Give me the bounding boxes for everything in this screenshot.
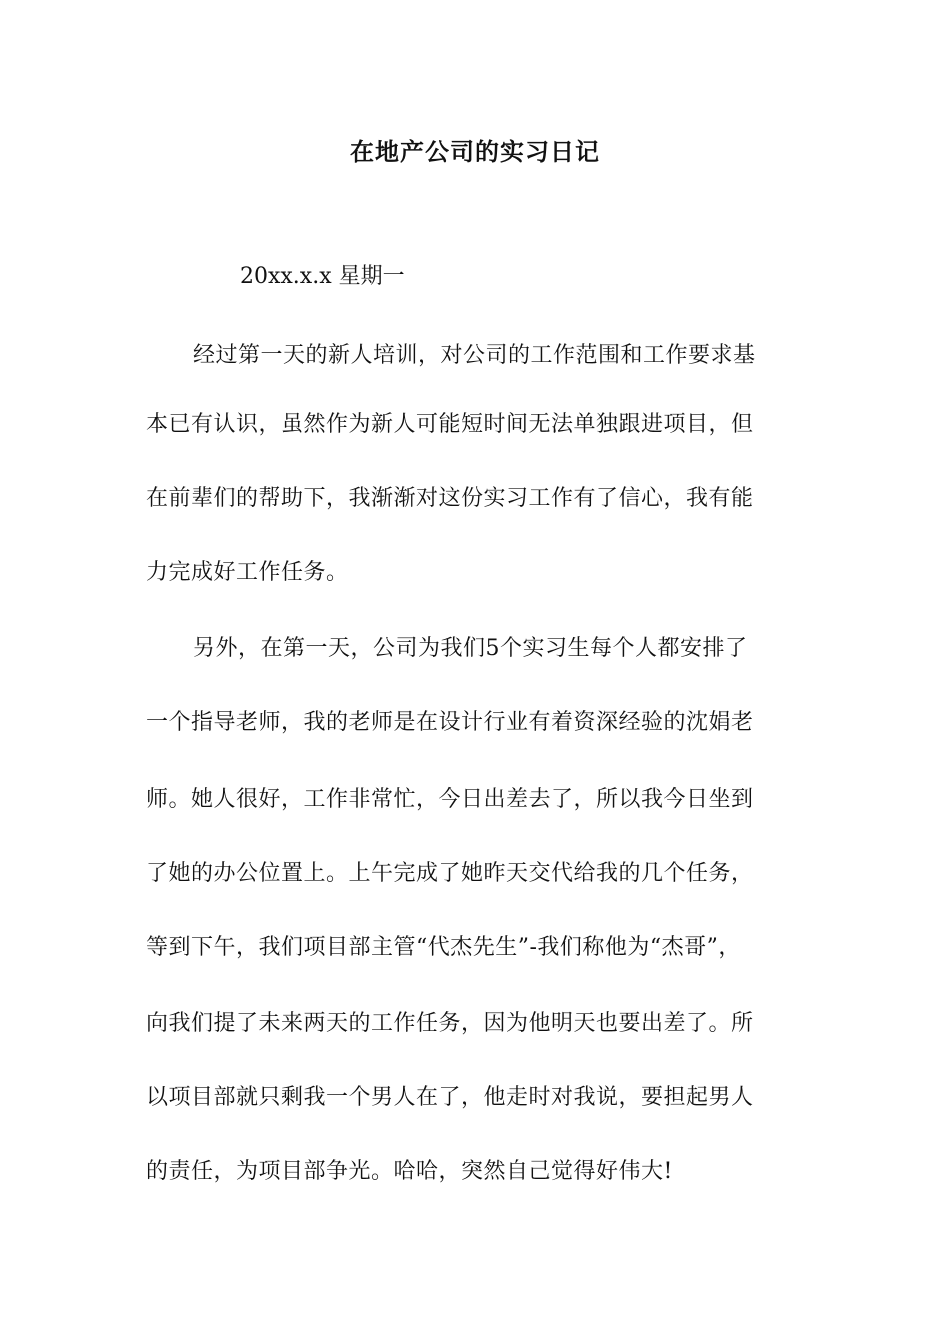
paragraph-line: 师。她人很好，工作非常忙，今日出差去了，所以我今日坐到 bbox=[146, 787, 754, 812]
paragraph-line: 了她的办公位置上。上午完成了她昨天交代给我的几个任务， bbox=[146, 861, 754, 886]
paragraph-line: 向我们提了未来两天的工作任务，因为他明天也要出差了。所 bbox=[146, 1011, 754, 1036]
paragraph-line: 经过第一天的新人培训，对公司的工作范围和工作要求基 bbox=[193, 343, 756, 368]
diary-date: 20xx.x.x 星期一 bbox=[240, 264, 405, 289]
paragraph-line: 本已有认识，虽然作为新人可能短时间无法单独跟进项目，但 bbox=[146, 412, 754, 437]
paragraph-line: 等到下午，我们项目部主管“代杰先生”-我们称他为“杰哥”， bbox=[146, 935, 741, 960]
paragraph-line: 的责任，为项目部争光。哈哈，突然自己觉得好伟大! bbox=[146, 1159, 673, 1184]
paragraph-line: 另外，在第一天，公司为我们5个实习生每个人都安排了 bbox=[193, 636, 748, 661]
document-title: 在地产公司的实习日记 bbox=[350, 137, 600, 166]
paragraph-line: 在前辈们的帮助下，我渐渐对这份实习工作有了信心，我有能 bbox=[146, 486, 754, 511]
paragraph-line: 一个指导老师，我的老师是在设计行业有着资深经验的沈娟老 bbox=[146, 710, 754, 735]
paragraph-line: 以项目部就只剩我一个男人在了，他走时对我说，要担起男人 bbox=[146, 1085, 754, 1110]
paragraph-line: 力完成好工作任务。 bbox=[146, 560, 349, 585]
